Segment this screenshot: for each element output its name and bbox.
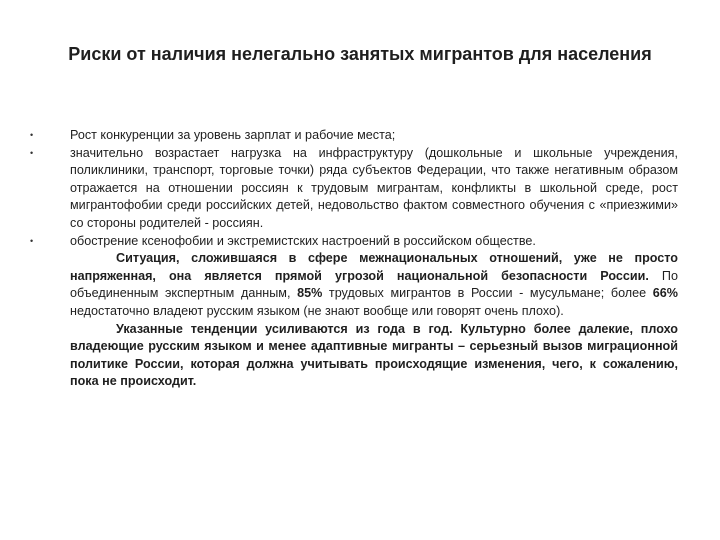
bullet-text: значительно возрастает нагрузка на инфраструктуру (дошкольные и школьные учреждения, поликлиники, транспорт, торговые точки) ряда субъектов Федерации, что также негативным образом отражается на отношении россиян к трудовым мигрантам, конфликты в школьной среде, рост мигрантофобии среди российских детей, недовольство фактом совместного обучения с «приезжими» со стороны родителей - россиян. (70, 145, 678, 230)
bullet-text: Рост конкуренции за уровень зарплат и рабочие места; (70, 128, 396, 142)
slide-body (30, 127, 678, 391)
bullet-text: обострение ксенофобии и экстремистских настроений в российском обществе. (70, 233, 536, 248)
bullet-dot-icon: • (30, 147, 34, 158)
bullet-dot-icon: • (30, 130, 34, 140)
percent-66-value: 66% (652, 286, 678, 301)
paragraph-security-threat (70, 250, 678, 320)
bullet-item (30, 145, 678, 233)
paragraph-text: По объединенным экспертным данным, (70, 268, 678, 301)
paragraph-bold-text: Указанные тенденции усиливаются из года в год. Культурно более далекие, плохо владеющие русским языком и менее адаптивные мигранты – серьезный вызов миграционной политике России, которая должна учитывать происходящие изменения, чего, к сожалению, пока не происходит. (70, 321, 678, 389)
paragraph-text: трудовых мигрантов в России - мусульмане; более (322, 286, 653, 301)
paragraph-trends (70, 321, 678, 391)
paragraph-text: недостаточно владеют русским языком (не знают вообще или говорят очень плохо). (70, 303, 564, 318)
percent-85-value: 85% (297, 286, 323, 301)
bullet-dot-icon: • (30, 235, 34, 246)
bullet-item (30, 233, 678, 251)
paragraph-bold-lead: Ситуация, сложившаяся в сфере межнациональных отношений, уже не просто напряженная, она является прямой угрозой национальной безопасности России. (70, 251, 678, 283)
slide-title: Риски от наличия нелегально занятых мигрантов для населения (68, 44, 652, 64)
bullet-item (30, 127, 678, 145)
